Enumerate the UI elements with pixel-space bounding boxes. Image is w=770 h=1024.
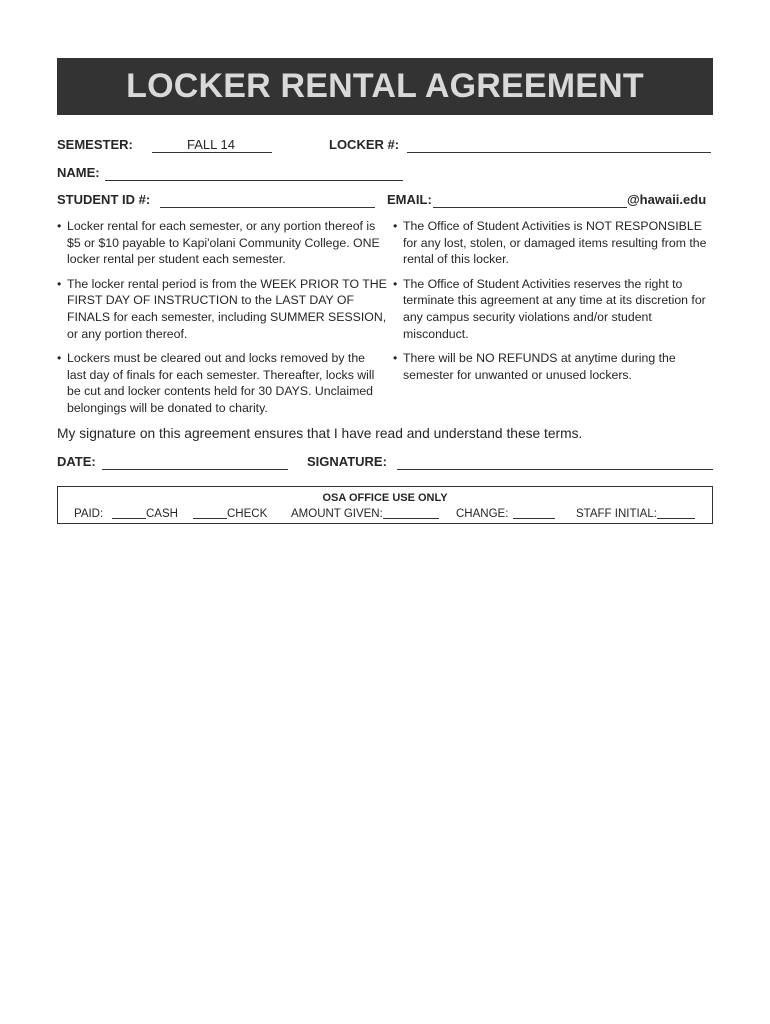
terms-right-column: [393, 218, 719, 391]
student-id-email-row: [57, 192, 713, 212]
name-label: NAME:: [57, 165, 100, 180]
amount-given-blank[interactable]: [383, 508, 439, 519]
semester-field[interactable]: [152, 152, 272, 153]
locker-number-field[interactable]: [407, 152, 711, 153]
terms-left-column: [57, 218, 387, 425]
title-banner: [57, 58, 713, 115]
email-label: EMAIL:: [387, 192, 432, 207]
signature-field[interactable]: [397, 469, 713, 470]
office-use-box: [57, 486, 713, 524]
name-field[interactable]: [105, 180, 403, 181]
signature-statement: My signature on this agreement ensures that I have read and understand these terms.: [57, 426, 583, 441]
amount-given-label: AMOUNT GIVEN:: [291, 508, 383, 520]
change-blank[interactable]: [513, 508, 555, 519]
email-domain: @hawaii.edu: [627, 192, 707, 207]
signature-label: SIGNATURE:: [307, 454, 387, 469]
student-id-label: STUDENT ID #:: [57, 192, 151, 207]
semester-locker-row: [57, 137, 713, 157]
semester-label: SEMESTER:: [57, 137, 133, 152]
term-item: • Lockers must be cleared out and locks removed by the last day of finals for each semester. Thereafter, locks will be cut and locker contents held for 30 DAYS. Unclaimed belongings will be donated to charity.: [57, 351, 375, 415]
staff-initial-blank[interactable]: [657, 508, 695, 519]
date-signature-row: [57, 454, 713, 474]
change-label: CHANGE:: [456, 508, 509, 520]
semester-value: FALL 14: [187, 137, 235, 152]
term-item: • The Office of Student Activities reserves the right to terminate this agreement at any time at its discretion for any campus security violations and/or student misconduct.: [393, 276, 706, 341]
term-item: • Locker rental for each semester, or any portion thereof is $5 or $10 payable to Kapi'olani Community College. ONE locker rental per student each semester.: [57, 219, 380, 267]
check-label: CHECK: [227, 508, 268, 520]
date-label: DATE:: [57, 454, 96, 469]
cash-blank[interactable]: [112, 508, 146, 519]
student-id-field[interactable]: [160, 207, 375, 208]
paid-label: PAID:: [74, 508, 104, 520]
date-field[interactable]: [102, 469, 288, 470]
term-item: • The Office of Student Activities is NOT RESPONSIBLE for any lost, stolen, or damaged items resulting from the rental of this locker.: [393, 219, 707, 267]
staff-initial-label: STAFF INITIAL:: [576, 508, 657, 520]
check-blank[interactable]: [193, 508, 227, 519]
office-use-title: OSA OFFICE USE ONLY: [322, 492, 448, 504]
form-title: LOCKER RENTAL AGREEMENT: [126, 67, 644, 105]
term-item: • There will be NO REFUNDS at anytime during the semester for unwanted or unused lockers.: [393, 351, 676, 382]
name-row: [57, 165, 713, 185]
locker-number-label: LOCKER #:: [329, 137, 400, 152]
term-item: • The locker rental period is from the WEEK PRIOR TO THE FIRST DAY OF INSTRUCTION to the LAST DAY OF FINALS for each semester, including SUMMER SESSION, or any portion thereof.: [57, 276, 387, 341]
email-field[interactable]: [433, 207, 627, 208]
cash-label: CASH: [146, 508, 178, 520]
